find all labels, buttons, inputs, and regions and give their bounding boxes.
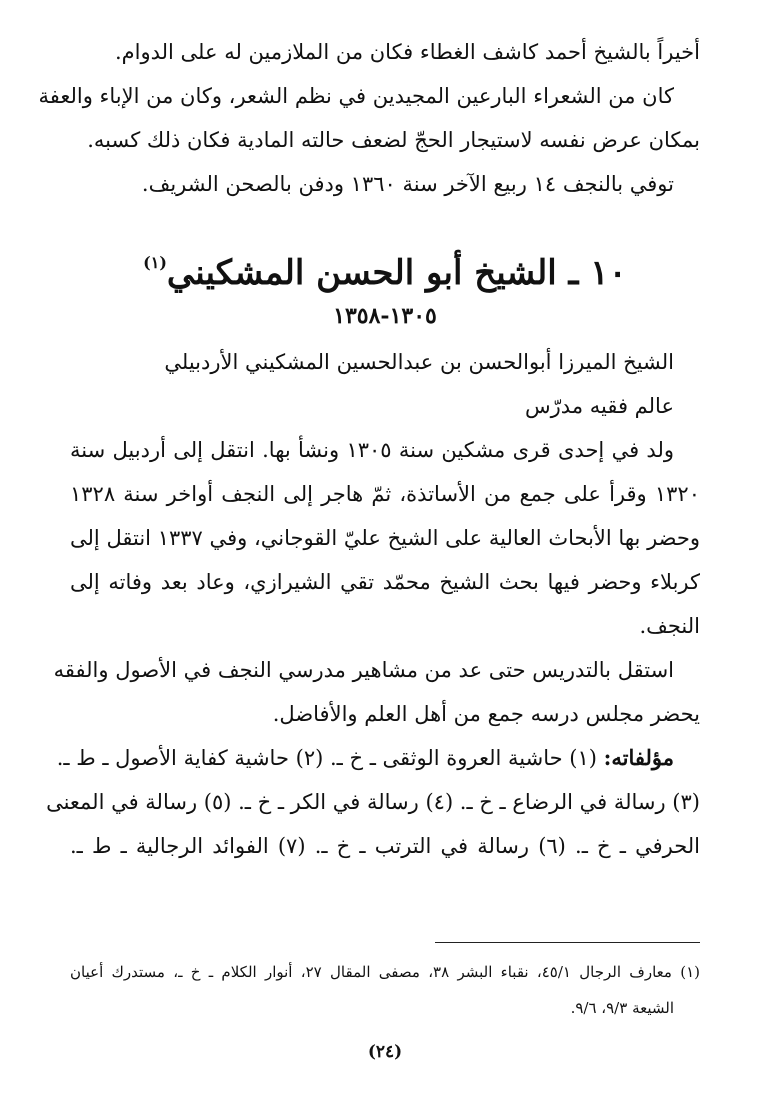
name-line: الشيخ الميرزا أبوالحسن بن عبدالحسين المشكيني الأردبيلي xyxy=(164,350,674,374)
works-line: الحرفي ـ خ ـ. (٦) رسالة في الترتب ـ خ ـ. (٧) الفوائد الرجالية ـ ط ـ. xyxy=(70,834,700,858)
bio-line: ١٣٢٠ وقرأ على جمع من الأساتذة، ثمّ هاجر إلى النجف أواخر سنة ١٣٢٨ xyxy=(70,482,700,506)
teaching-line: يحضر مجلس درسه جمع من أهل العلم والأفاضل. xyxy=(272,702,700,726)
intro-line: بمكان عرض نفسه لاستيجار الحجّ لضعف حالته المادية فكان ذلك كسبه. xyxy=(87,128,700,152)
entry-body xyxy=(46,340,700,868)
bio-line: وحضر بها الأبحاث العالية على الشيخ عليّ القوجاني، وفي ١٣٣٧ انتقل إلى xyxy=(70,526,700,550)
entry-title-text: ١٠ ـ الشيخ أبو الحسن المشكيني xyxy=(166,253,627,293)
intro-line: توفي بالنجف ١٤ ربيع الآخر سنة ١٣٦٠ ودفن بالصحن الشريف. xyxy=(141,172,674,196)
footnote xyxy=(70,954,700,1026)
footnote-marker: (١) xyxy=(143,253,167,272)
works-line xyxy=(56,736,700,780)
role-line: عالم فقيه مدرّس xyxy=(525,394,674,418)
bio-line: ولد في إحدى قرى مشكين سنة ١٣٠٥ ونشأ بها. انتقل إلى أردبيل سنة xyxy=(70,438,674,462)
footnote-line: (١) معارف الرجال ٤٥/١، نقباء البشر ٣٨، مصفى المقال ٢٧، أنوار الكلام ـ خ ـ، مستدرك أعيان xyxy=(70,963,701,981)
entry-years: ١٣٠٥-١٣٥٨ xyxy=(333,303,437,329)
bio-line: كربلاء وحضر فيها بحث الشيخ محمّد تقي الشيرازي، وعاد بعد وفاته إلى xyxy=(70,570,700,594)
works-text: (١) حاشية العروة الوثقى ـ خ ـ. (٢) حاشية كفاية الأصول ـ ط ـ. xyxy=(56,746,604,770)
works-line: (٣) رسالة في الرضاع ـ خ ـ. (٤) رسالة في الكر ـ خ ـ. (٥) رسالة في المعنى xyxy=(46,790,700,814)
page-number: (٢٤) xyxy=(367,1042,403,1062)
teaching-line: استقل بالتدريس حتى عد من مشاهير مدرسي النجف في الأصول والفقه xyxy=(53,658,674,682)
intro-line: كان من الشعراء البارعين المجيدين في نظم الشعر، وكان من الإباء والعفة xyxy=(38,84,674,108)
previous-entry-ending xyxy=(38,30,700,206)
entry-title xyxy=(0,238,770,298)
footnote-separator xyxy=(435,942,700,943)
works-label: مؤلفاته: xyxy=(603,745,674,770)
footnote-line: الشيعة ٩/٣، ٩/٦. xyxy=(570,999,674,1017)
bio-line: النجف. xyxy=(639,614,700,638)
intro-line: أخيراً بالشيخ أحمد كاشف الغطاء فكان من الملازمين له على الدوام. xyxy=(114,40,700,64)
